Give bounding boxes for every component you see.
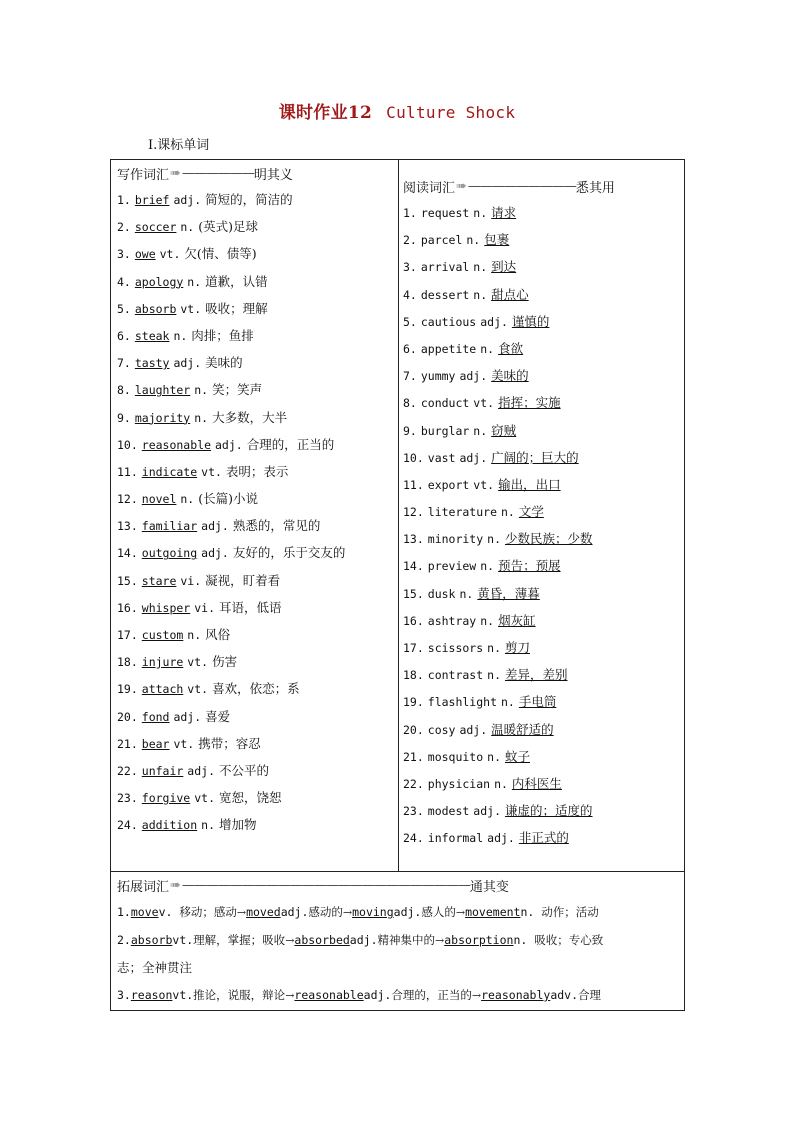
item-number: 10. — [403, 450, 424, 465]
vocab-row — [117, 539, 397, 566]
vocab-word: owe — [134, 247, 156, 262]
part-of-speech: n. — [473, 287, 488, 302]
extension-vocab — [117, 872, 682, 1009]
part-of-speech: n. — [466, 233, 481, 248]
item-number: 23. — [403, 804, 424, 819]
vocab-meaning: 预告；预展 — [498, 558, 561, 574]
part-of-speech: n. — [194, 410, 209, 425]
vocab-word: outgoing — [141, 546, 198, 561]
part-of-speech: n. — [194, 383, 209, 398]
vocab-meaning: 输出，出口 — [498, 476, 561, 492]
part-of-speech: vi. — [180, 573, 202, 588]
vocab-meaning: 到达 — [491, 259, 517, 275]
vocab-meaning: 宽恕，饶恕 — [218, 790, 282, 806]
item-number: 11. — [403, 477, 424, 492]
part-of-speech: n. — [487, 532, 501, 547]
vocab-meaning: 蚊子 — [504, 748, 530, 764]
part-of-speech: adj. — [201, 519, 229, 534]
vocab-row — [403, 743, 683, 770]
vocab-word: mosquito — [427, 749, 484, 764]
item-number: 6. — [117, 328, 131, 343]
vocab-word: indicate — [141, 464, 198, 479]
vocab-meaning: 请求 — [491, 205, 517, 220]
vocab-meaning: (英式)足球 — [198, 219, 258, 235]
vocab-meaning: (长篇)小说 — [198, 491, 258, 507]
part-of-speech: n. — [480, 559, 495, 574]
item-number: 8. — [117, 383, 131, 398]
vocab-meaning: 谨慎的 — [511, 313, 550, 329]
vocab-row — [403, 389, 683, 416]
vocab-row — [117, 811, 397, 838]
item-number: 7. — [117, 356, 131, 371]
item-number: 22. — [403, 776, 424, 791]
part-of-speech: adj. — [215, 437, 243, 452]
vocab-word: reasonable — [141, 437, 212, 452]
vocab-word: brief — [134, 193, 170, 207]
vocab-row — [117, 730, 397, 757]
part-of-speech: vt. — [473, 396, 495, 411]
part-of-speech: vt. — [159, 247, 181, 262]
item-number: 8. — [403, 396, 417, 411]
vocab-word: attach — [141, 682, 184, 697]
vocab-row — [403, 498, 683, 525]
vocab-row — [117, 268, 397, 295]
vocab-meaning: 凝视，盯着看 — [205, 572, 281, 588]
vocab-row — [403, 281, 683, 308]
double-arrow-icon: ➠ — [170, 165, 181, 181]
vocab-meaning: 携带；容忍 — [198, 735, 261, 751]
part-of-speech: vi. — [194, 600, 215, 615]
vocab-meaning: 少数民族；少数 — [504, 531, 593, 547]
item-number: 15. — [117, 573, 138, 588]
vocab-meaning: 黄昏，薄暮 — [477, 585, 540, 601]
vocab-row — [403, 417, 683, 444]
vocab-word: parcel — [420, 233, 463, 248]
vocab-row — [117, 186, 397, 213]
vocab-word: vast — [427, 450, 456, 465]
item-number: 17. — [403, 641, 424, 655]
extension-line-2: 2.absorbvt.理解，掌握；吸收→absorbedadj.精神集中的→absorptionn. 吸收；专心致 — [117, 933, 604, 947]
vocab-row — [117, 512, 397, 539]
item-number: 16. — [117, 600, 138, 615]
column-divider — [398, 160, 399, 871]
arrow-icon: → — [285, 989, 295, 1002]
item-number: 9. — [117, 410, 131, 425]
vocab-word: minority — [427, 532, 484, 547]
part-of-speech: vt. — [173, 736, 195, 751]
reading-vocab-column — [403, 160, 683, 852]
vocab-meaning: 不公平的 — [218, 762, 269, 778]
item-number: 18. — [117, 655, 138, 670]
item-number: 4. — [403, 287, 417, 302]
writing-vocab-heading: 写作词汇 ➠ —————— 明其义 — [117, 165, 293, 183]
part-of-speech: n. — [501, 695, 515, 710]
vocab-word: whisper — [141, 600, 191, 615]
item-number: 1. — [403, 206, 417, 220]
item-number: 11. — [117, 464, 138, 479]
item-number: 22. — [117, 763, 138, 778]
vocab-word: unfair — [141, 763, 184, 778]
vocab-word: cautious — [420, 314, 477, 329]
vocab-meaning: 吸收；理解 — [205, 300, 268, 316]
vocab-meaning: 指挥；实施 — [498, 395, 561, 411]
item-number: 24. — [403, 831, 424, 846]
part-of-speech: vt. — [473, 477, 495, 492]
vocab-row — [117, 349, 397, 376]
part-of-speech: n. — [473, 260, 488, 275]
item-number: 13. — [117, 519, 138, 534]
vocab-meaning: 广阔的；巨大的 — [491, 449, 579, 465]
item-number: 2. — [403, 233, 417, 248]
vocab-row — [403, 444, 683, 471]
vocab-meaning: 非正式的 — [518, 830, 569, 846]
part-of-speech: adj. — [173, 193, 202, 207]
item-number: 24. — [117, 818, 138, 833]
vocab-row — [117, 757, 397, 784]
part-of-speech: n. — [187, 628, 202, 642]
item-number: 14. — [403, 559, 424, 574]
item-number: 21. — [117, 736, 138, 751]
vocab-row — [403, 199, 683, 226]
part-of-speech: n. — [201, 818, 215, 833]
part-of-speech: n. — [480, 341, 495, 356]
vocab-word: laughter — [134, 383, 191, 398]
vocab-word: steak — [134, 328, 170, 343]
vocab-word: flashlight — [427, 695, 498, 710]
vocab-word: cosy — [427, 722, 456, 737]
vocab-word: arrival — [420, 260, 470, 275]
double-arrow-icon: ➠ — [170, 877, 181, 893]
vocab-meaning: 剪刀 — [504, 640, 530, 655]
vocab-word: dusk — [427, 586, 456, 601]
vocab-row — [403, 716, 683, 743]
part-of-speech: n. — [173, 328, 188, 343]
vocab-row — [403, 607, 683, 634]
vocab-row — [117, 322, 397, 349]
section-heading: Ⅰ.课标单词 — [148, 138, 210, 153]
vocab-meaning: 喜爱 — [205, 708, 231, 724]
vocab-word: absorb — [134, 301, 177, 316]
vocab-row — [403, 471, 683, 498]
vocab-row — [117, 621, 397, 648]
item-number: 6. — [403, 341, 417, 356]
reading-vocab-list — [403, 199, 683, 852]
vocab-word: scissors — [427, 641, 484, 655]
vocab-meaning: 友好的，乐于交友的 — [232, 545, 346, 561]
part-of-speech: vt. — [180, 301, 202, 316]
vocab-word: appetite — [420, 341, 477, 356]
double-arrow-icon: ➠ — [456, 178, 467, 194]
vocab-row — [117, 567, 397, 594]
vocab-word: yummy — [420, 369, 456, 384]
item-number: 7. — [403, 369, 417, 384]
item-number: 3. — [117, 247, 131, 262]
vocab-meaning: 美味的 — [205, 355, 243, 371]
part-of-speech: n. — [180, 220, 195, 235]
part-of-speech: adj. — [473, 804, 501, 819]
item-number: 13. — [403, 532, 424, 547]
vocab-word: stare — [141, 573, 177, 588]
arrow-icon: → — [455, 906, 466, 919]
vocab-word: soccer — [134, 220, 177, 235]
title-cn: 课时作业12 — [278, 103, 373, 123]
vocab-word: preview — [427, 559, 477, 574]
item-number: 21. — [403, 749, 424, 764]
arrow-icon: → — [342, 906, 353, 919]
item-number: 14. — [117, 546, 138, 561]
extension-line-2b: 志；全神贯注 — [117, 960, 193, 975]
item-number: 15. — [403, 586, 424, 601]
vocab-word: tasty — [134, 356, 170, 371]
extension-vocab-heading: 拓展词汇 ➠ ———————————————————————— 通其变 — [117, 877, 509, 895]
vocab-row — [117, 404, 397, 431]
part-of-speech: adj. — [459, 450, 488, 465]
extension-line-1: 1.movev. 移动；感动→movedadj.感动的→movingadj.感人的→movementn. 动作；活动 — [117, 905, 599, 919]
part-of-speech: adj. — [459, 369, 488, 384]
vocab-meaning: 熟悉的，常见的 — [232, 518, 321, 534]
vocab-row — [117, 784, 397, 811]
vocab-meaning: 美味的 — [491, 368, 529, 384]
vocab-row — [403, 525, 683, 552]
item-number: 19. — [403, 695, 424, 710]
vocab-word: modest — [427, 804, 470, 819]
part-of-speech: adj. — [187, 763, 215, 778]
vocab-row — [403, 253, 683, 280]
part-of-speech: adj. — [173, 709, 202, 724]
arrow-icon: → — [471, 989, 482, 1002]
item-number: 10. — [117, 437, 138, 452]
vocab-meaning: 笑；笑声 — [212, 382, 263, 398]
part-of-speech: n. — [180, 492, 195, 507]
reading-vocab-heading: 阅读词汇 ➠ ————————— 悉其用 — [403, 178, 615, 196]
item-number: 12. — [403, 505, 424, 520]
vocab-row — [117, 458, 397, 485]
vocab-word: injure — [141, 655, 184, 670]
vocab-row — [403, 580, 683, 607]
vocab-row — [117, 431, 397, 458]
vocab-row — [117, 240, 397, 267]
vocab-meaning: 手电筒 — [518, 694, 557, 710]
item-number: 20. — [117, 709, 138, 724]
vocab-meaning: 窃贼 — [491, 422, 517, 438]
item-number: 5. — [117, 301, 131, 316]
title-en: Culture Shock — [386, 103, 516, 122]
part-of-speech: vt. — [187, 682, 209, 697]
item-number: 20. — [403, 722, 424, 737]
vocab-word: bear — [141, 736, 170, 751]
part-of-speech: n. — [187, 274, 202, 289]
part-of-speech: adj. — [173, 356, 202, 371]
vocab-meaning: 包裹 — [484, 232, 510, 248]
vocab-word: informal — [427, 831, 484, 846]
vocab-meaning: 喜欢，依恋；系 — [212, 681, 300, 697]
vocab-word: fond — [141, 709, 170, 724]
part-of-speech: n. — [459, 586, 474, 601]
item-number: 4. — [117, 274, 131, 289]
vocab-row — [403, 634, 683, 661]
vocab-row — [117, 648, 397, 675]
part-of-speech: vt. — [194, 791, 215, 806]
vocab-word: majority — [134, 410, 191, 425]
part-of-speech: n. — [487, 641, 501, 655]
vocab-meaning: 合理的，正当的 — [246, 436, 335, 452]
vocab-word: literature — [427, 505, 498, 520]
vocab-row — [403, 770, 683, 797]
item-number: 17. — [117, 628, 138, 642]
vocab-row — [117, 675, 397, 702]
part-of-speech: adj. — [459, 722, 488, 737]
part-of-speech: adj. — [480, 314, 508, 329]
item-number: 19. — [117, 682, 138, 697]
vocab-meaning: 耳语，低语 — [218, 599, 282, 615]
vocab-row — [403, 552, 683, 579]
part-of-speech: n. — [487, 749, 501, 764]
vocab-meaning: 烟灰缸 — [498, 612, 536, 628]
vocab-meaning: 内科医生 — [511, 775, 562, 791]
vocab-meaning: 风俗 — [205, 627, 231, 642]
vocab-meaning: 增加物 — [218, 817, 257, 833]
vocab-row — [117, 295, 397, 322]
arrow-icon: → — [285, 934, 295, 947]
vocab-word: apology — [134, 274, 184, 289]
item-number: 1. — [117, 193, 131, 207]
vocab-row — [403, 661, 683, 688]
part-of-speech: vt. — [201, 464, 222, 479]
vocab-word: addition — [141, 818, 198, 833]
vocab-meaning: 道歉，认错 — [205, 273, 268, 289]
vocab-word: conduct — [420, 396, 470, 411]
vocab-meaning: 甜点心 — [491, 286, 529, 302]
item-number: 9. — [403, 423, 417, 438]
item-number: 16. — [403, 613, 424, 628]
item-number: 5. — [403, 314, 417, 329]
vocab-meaning: 简短的，简洁的 — [205, 192, 293, 207]
part-of-speech: n. — [473, 206, 488, 220]
vocab-word: burglar — [420, 423, 470, 438]
page-title — [0, 98, 794, 123]
vocab-row — [117, 594, 397, 621]
item-number: 2. — [117, 220, 131, 235]
vocab-word: novel — [141, 492, 177, 507]
part-of-speech: adj. — [487, 831, 515, 846]
vocab-row — [117, 485, 397, 512]
vocab-row — [403, 362, 683, 389]
part-of-speech: n. — [501, 505, 515, 520]
item-number: 3. — [403, 260, 417, 275]
vocab-word: familiar — [141, 519, 198, 534]
vocab-row — [403, 688, 683, 715]
vocab-row — [403, 226, 683, 253]
vocab-row — [403, 335, 683, 362]
vocab-word: forgive — [141, 791, 191, 806]
extension-line-3: 3.reasonvt.推论，说服，辩论→reasonableadj.合理的，正当的→reasonablyadv.合理 — [117, 988, 602, 1002]
part-of-speech: vt. — [187, 655, 209, 670]
vocab-row — [403, 797, 683, 824]
part-of-speech: n. — [487, 668, 501, 683]
vocab-meaning: 温暖舒适的 — [491, 721, 554, 737]
vocab-word: contrast — [427, 668, 484, 683]
writing-vocab-column — [117, 160, 397, 839]
item-number: 23. — [117, 791, 138, 806]
vocab-row — [117, 703, 397, 730]
vocab-meaning: 差异，差别 — [504, 667, 568, 683]
vocab-word: export — [427, 477, 470, 492]
part-of-speech: n. — [480, 613, 495, 628]
vocab-word: request — [420, 206, 470, 220]
writing-vocab-list — [117, 186, 397, 839]
vocab-meaning: 谦虚的；适度的 — [504, 803, 593, 819]
vocab-word: custom — [141, 628, 184, 642]
part-of-speech: n. — [494, 776, 508, 791]
part-of-speech: n. — [473, 423, 488, 438]
vocab-meaning: 欠(情、债等) — [184, 246, 257, 262]
item-number: 12. — [117, 492, 138, 507]
vocab-meaning: 表明；表示 — [225, 463, 289, 479]
vocab-meaning: 食欲 — [498, 340, 524, 356]
vocab-row — [403, 308, 683, 335]
vocab-row — [117, 376, 397, 403]
arrow-icon: → — [435, 934, 445, 947]
vocab-word: ashtray — [427, 613, 477, 628]
vocab-meaning: 肉排；鱼排 — [191, 327, 254, 343]
vocab-row — [117, 213, 397, 240]
vocab-meaning: 大多数，大半 — [212, 409, 288, 425]
vocab-row — [403, 824, 683, 851]
vocab-meaning: 文学 — [518, 504, 544, 520]
vocab-meaning: 伤害 — [212, 654, 238, 670]
arrow-icon: → — [236, 906, 247, 919]
part-of-speech: adj. — [201, 546, 229, 561]
vocabulary-table — [110, 159, 685, 1011]
vocab-word: dessert — [420, 287, 470, 302]
vocab-word: physician — [427, 776, 491, 791]
item-number: 18. — [403, 668, 424, 683]
